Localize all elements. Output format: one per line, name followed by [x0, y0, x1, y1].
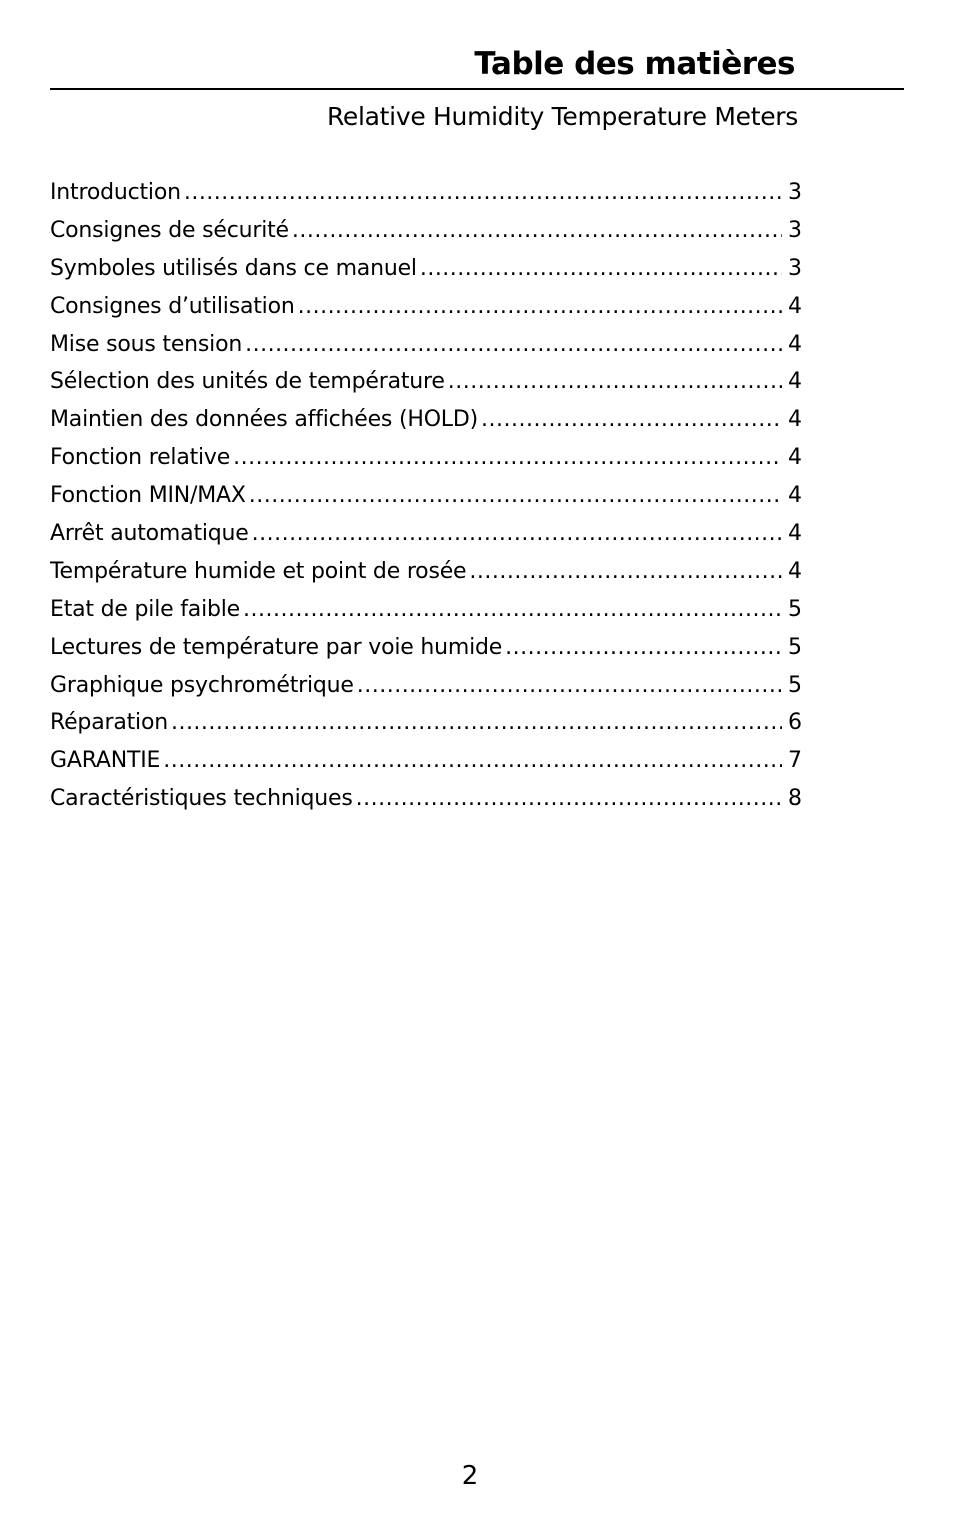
toc-entry-page: 4 [788, 331, 802, 357]
toc-entry-label: Mise sous tension [50, 331, 243, 357]
toc-entry-introduction[interactable] [50, 174, 802, 212]
toc-entry-wet-bulb-dew-point[interactable] [50, 553, 802, 591]
dot-leader [481, 401, 782, 439]
toc-entry-page: 4 [788, 407, 802, 433]
toc-entry-page: 5 [788, 596, 802, 622]
toc-entry-temperature-units[interactable] [50, 363, 802, 401]
toc-entry-page: 4 [788, 293, 802, 319]
toc-entry-page: 4 [788, 369, 802, 395]
toc-entry-psychrometric-chart[interactable] [50, 667, 802, 705]
page-title: Table des matières [474, 46, 795, 82]
toc-entry-page: 8 [788, 786, 802, 812]
toc-entry-warranty[interactable] [50, 742, 802, 780]
toc-entry-label: Température humide et point de rosée [50, 558, 467, 584]
toc-entry-label: Fonction relative [50, 445, 231, 471]
toc-entry-min-max[interactable] [50, 477, 802, 515]
title-rule [50, 88, 904, 90]
dot-leader [249, 477, 782, 515]
toc-entry-page: 4 [788, 521, 802, 547]
toc-entry-page: 3 [788, 255, 802, 281]
dot-leader [298, 288, 782, 326]
toc-entry-data-hold[interactable] [50, 401, 802, 439]
toc-entry-page: 4 [788, 483, 802, 509]
toc-entry-specifications[interactable] [50, 780, 802, 818]
toc-entry-label: Lectures de température par voie humide [50, 634, 503, 660]
toc-entry-page: 4 [788, 558, 802, 584]
toc-entry-power-on[interactable] [50, 326, 802, 364]
toc-entry-safety[interactable] [50, 212, 802, 250]
page-subtitle: Relative Humidity Temperature Meters [326, 102, 798, 131]
toc-entry-page: 5 [788, 672, 802, 698]
dot-leader [252, 515, 782, 553]
toc-entry-relative-function[interactable] [50, 439, 802, 477]
dot-leader [505, 629, 782, 667]
toc-entry-label: Caractéristiques techniques [50, 786, 353, 812]
dot-leader [448, 363, 782, 401]
toc-entry-label: Sélection des unités de température [50, 369, 445, 395]
toc-entry-label: Symboles utilisés dans ce manuel [50, 255, 417, 281]
dot-leader [171, 704, 782, 742]
toc-entry-page: 7 [788, 748, 802, 774]
dot-leader [233, 439, 782, 477]
toc-entry-page: 6 [788, 710, 802, 736]
toc-entry-repair[interactable] [50, 704, 802, 742]
toc-entry-label: Introduction [50, 180, 181, 205]
toc-entry-page: 3 [788, 180, 802, 205]
toc-entry-label: Graphique psychrométrique [50, 672, 354, 698]
dot-leader [292, 212, 782, 250]
toc-entry-low-battery[interactable] [50, 591, 802, 629]
toc-entry-wet-bulb-readings[interactable] [50, 629, 802, 667]
toc-entry-operating-instructions[interactable] [50, 288, 802, 326]
page-number: 2 [461, 1461, 479, 1491]
toc-entry-label: Fonction MIN/MAX [50, 483, 246, 509]
dot-leader [357, 667, 782, 705]
toc-entry-label: Arrêt automatique [50, 521, 249, 547]
table-of-contents [50, 174, 802, 818]
dot-leader [469, 553, 782, 591]
toc-entry-page: 3 [788, 217, 802, 243]
dot-leader [356, 780, 782, 818]
toc-entry-label: Maintien des données affichées (HOLD) [50, 407, 478, 433]
toc-entry-label: Etat de pile faible [50, 596, 240, 622]
toc-entry-page: 5 [788, 634, 802, 660]
toc-entry-label: Consignes d’utilisation [50, 293, 295, 319]
dot-leader [245, 326, 782, 364]
toc-entry-label: Consignes de sécurité [50, 217, 289, 243]
toc-entry-symbols[interactable] [50, 250, 802, 288]
dot-leader [243, 591, 782, 629]
dot-leader [184, 174, 782, 212]
dot-leader [420, 250, 782, 288]
toc-entry-label: Réparation [50, 710, 168, 736]
toc-entry-label: GARANTIE [50, 748, 161, 774]
toc-entry-auto-power-off[interactable] [50, 515, 802, 553]
dot-leader [163, 742, 782, 780]
toc-entry-page: 4 [788, 445, 802, 471]
